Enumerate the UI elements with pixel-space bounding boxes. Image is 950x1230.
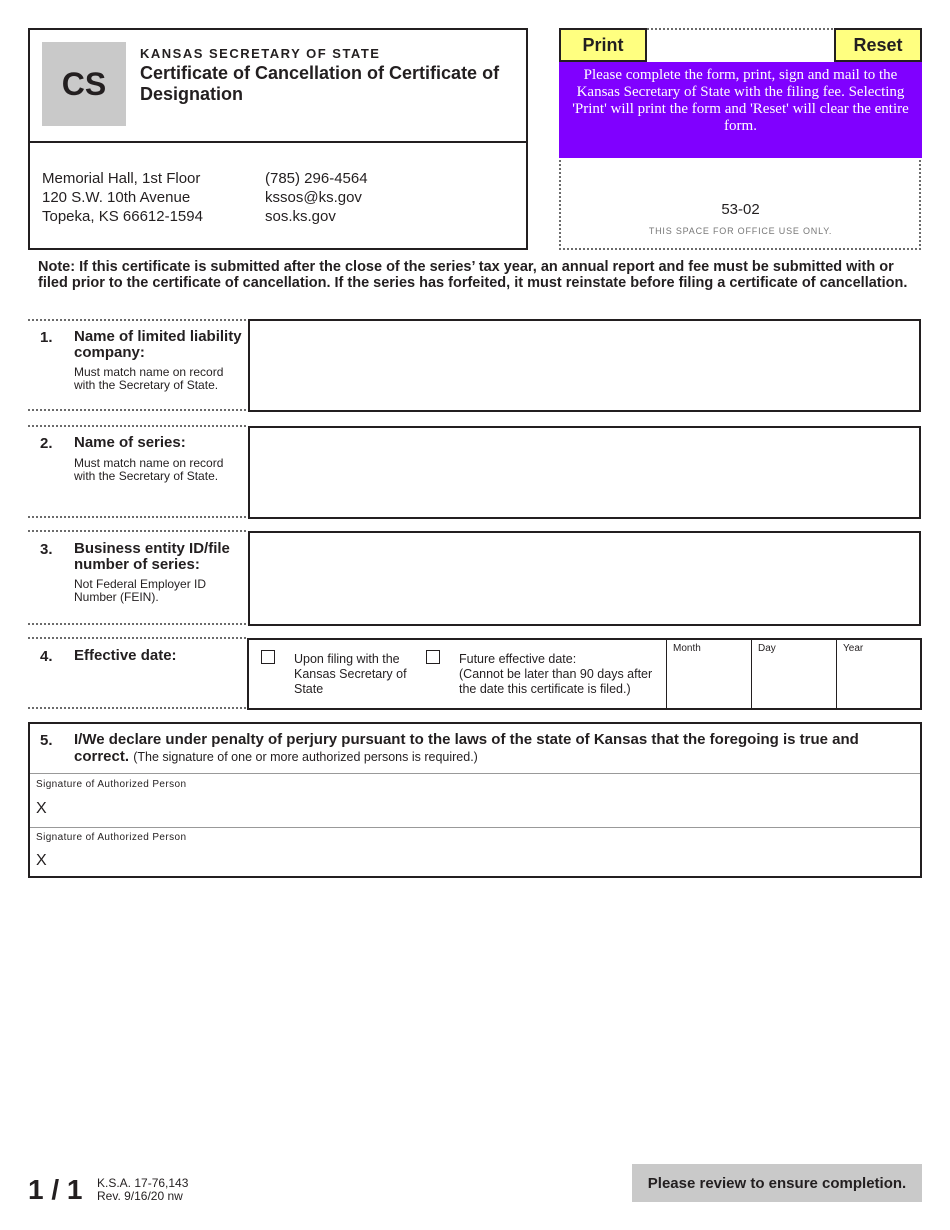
item-label: Name of series: [74, 434, 186, 451]
series-name-field[interactable] [248, 426, 921, 519]
divider [28, 707, 246, 709]
item-help: Not Federal Employer ID Number (FEIN). [74, 577, 207, 604]
signature-x: X [36, 852, 47, 869]
agency-name: KANSAS SECRETARY OF STATE [140, 46, 381, 61]
item-number: 5. [40, 732, 53, 749]
month-field[interactable] [666, 638, 751, 710]
future-date-checkbox[interactable] [426, 650, 440, 664]
future-date-note: (Cannot be later than 90 days after the date this certificate is filed.) [459, 667, 653, 696]
website: sos.ks.gov [265, 208, 336, 225]
divider [28, 637, 246, 639]
future-date-title: Future effective date: [459, 652, 577, 666]
form-code: 53-02 [721, 201, 760, 218]
divider [30, 827, 920, 828]
divider [28, 319, 246, 321]
divider [28, 425, 246, 427]
item-label: Effective date: [74, 647, 177, 664]
statute-ref: K.S.A. 17-76,143 [97, 1176, 189, 1190]
address-line: Memorial Hall, 1st Floor [42, 170, 201, 187]
signature-label: Signature of Authorized Person [36, 832, 187, 843]
item-label: Name of limited liability company: [74, 328, 242, 361]
signature-field-1[interactable] [54, 798, 914, 820]
declaration-text [74, 731, 914, 766]
signature-label: Signature of Authorized Person [36, 779, 187, 790]
divider [30, 773, 920, 774]
item-help: Must match name on record with the Secretary of State. [74, 456, 224, 483]
future-date-label [459, 652, 664, 697]
instructions-banner: Please complete the form, print, sign and mail to the Kansas Secretary of State with the filing fee. Selecting 'Print' will print the form and 'Reset' will clear the entire form. [559, 62, 922, 158]
item-number: 2. [40, 435, 53, 452]
item-number: 4. [40, 648, 53, 665]
declaration-requirement: (The signature of one or more authorized persons is required.) [133, 750, 478, 764]
email: kssos@ks.gov [265, 189, 362, 206]
agency-contact [265, 169, 368, 226]
divider [28, 530, 246, 532]
signature-x: X [36, 800, 47, 817]
day-field[interactable] [751, 638, 836, 710]
office-use-note: THIS SPACE FOR OFFICE USE ONLY. [648, 226, 833, 236]
statute-info [97, 1177, 188, 1203]
signature-field-2[interactable] [54, 850, 914, 872]
filing-note: Note: If this certificate is submitted after the close of the series’ tax year, an annual report and fee must be submitted with or filed prior to the certificate of cancellation. If the series has forfeited, it must reinstate before filing a certificate of cancellation. [38, 259, 908, 291]
upon-filing-checkbox[interactable] [261, 650, 275, 664]
item-label: Business entity ID/file number of series: [74, 540, 230, 573]
divider [28, 409, 246, 411]
declaration-statement: I/We declare under penalty of perjury pursuant to the laws of the state of Kansas that the foregoing is true and correct. [74, 731, 859, 765]
review-banner: Please review to ensure completion. [632, 1164, 922, 1202]
year-label: Year [843, 643, 864, 654]
page-number: 1 / 1 [28, 1174, 83, 1205]
day-label: Day [758, 643, 776, 654]
revision: Rev. 9/16/20 nw [97, 1189, 183, 1203]
month-label: Month [673, 643, 701, 654]
address-line: 120 S.W. 10th Avenue [42, 189, 191, 206]
llc-name-field[interactable] [248, 319, 921, 412]
reset-button[interactable]: Reset [834, 28, 922, 62]
header-divider [30, 141, 526, 143]
agency-address [42, 169, 203, 226]
year-field[interactable] [836, 638, 920, 710]
divider [28, 623, 246, 625]
address-line: Topeka, KS 66612-1594 [42, 208, 203, 225]
divider [28, 516, 246, 518]
item-number: 1. [40, 329, 53, 346]
form-title: Certificate of Cancellation of Certificate of Designation [140, 63, 500, 104]
print-button[interactable]: Print [559, 28, 647, 62]
upon-filing-label: Upon filing with the Kansas Secretary of State [294, 652, 407, 696]
item-number: 3. [40, 541, 53, 558]
form-badge: CS [42, 42, 126, 126]
item-help: Must match name on record with the Secretary of State. [74, 365, 224, 392]
phone: (785) 296-4564 [265, 170, 368, 187]
entity-id-field[interactable] [248, 531, 921, 626]
